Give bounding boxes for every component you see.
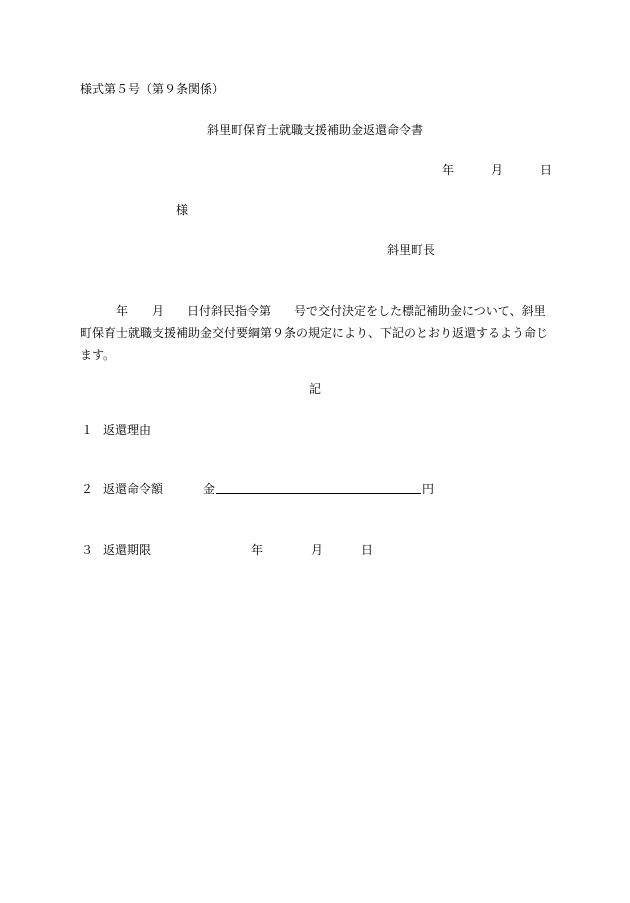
body-line-2: 町保育士就職支援補助金交付要綱第９条の規定により、下記のとおり返還するよう命じ [80,326,549,340]
amount-underline [216,493,421,494]
item-label: 返還命令額 [103,482,164,496]
item-number: １ [81,423,94,437]
deadline-day: 日 [361,543,374,557]
item-number: ３ [81,543,94,557]
deadline-year: 年 [251,543,264,557]
body-year: 年 [116,304,129,318]
issue-date-year: 年 [442,163,455,177]
issuer-name: 斜里町長 [387,243,436,257]
form-label: 様式第５号（第９条関係） [80,82,225,96]
deadline-month: 月 [311,543,324,557]
item-label: 返還期限 [103,543,152,557]
issue-date [0,163,630,177]
addressee-suffix: 様 [176,203,189,217]
item-return-amount [81,482,163,496]
document-title: 斜里町保育士就職支援補助金返還命令書 [206,123,423,137]
item-return-reason [81,423,151,437]
amount-suffix: 円 [422,482,435,496]
body-line-3: ます。 [80,348,116,362]
ki-heading: 記 [308,382,321,396]
body-paragraph [80,300,555,366]
item-return-deadline [81,543,151,557]
item-number: ２ [81,482,94,496]
issue-date-month: 月 [491,163,504,177]
body-month: 月 [152,304,165,318]
body-date-text: 日付斜民指令第 [187,304,272,318]
body-rest-line-1: 号で交付決定をした標記補助金について、斜里 [294,304,546,318]
body-line-1 [80,300,555,322]
issue-date-day: 日 [540,163,553,177]
amount-prefix: 金 [203,482,216,496]
item-label: 返還理由 [103,423,152,437]
